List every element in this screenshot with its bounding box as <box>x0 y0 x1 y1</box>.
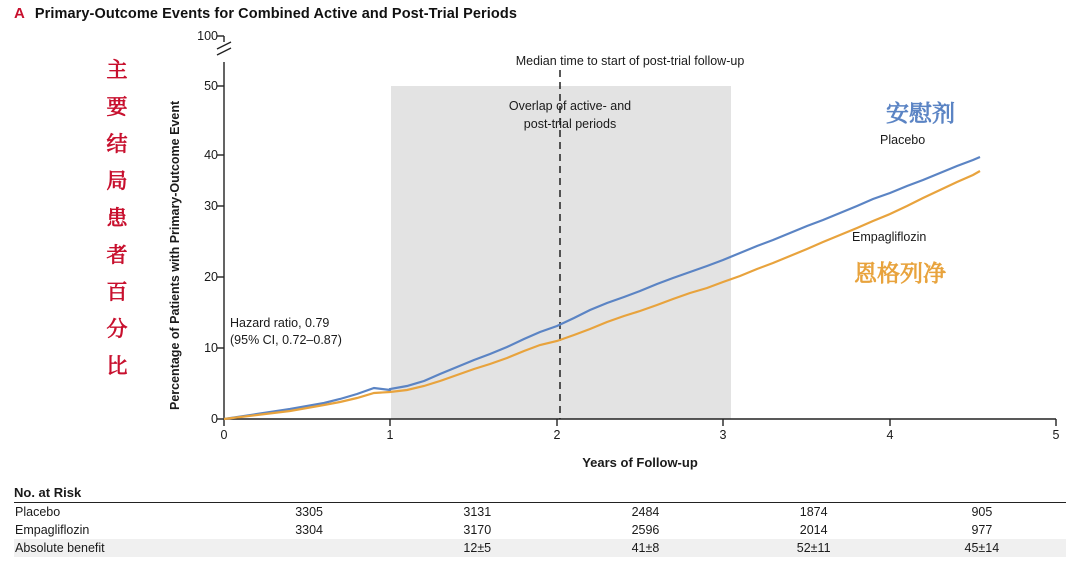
risk-table-grid <box>14 503 1066 557</box>
cn-caption-char: 者 <box>106 244 128 267</box>
risk-value: 905 <box>971 505 993 519</box>
series-label-placebo-chinese: 安慰剂 <box>886 100 955 126</box>
risk-value: 41±8 <box>631 541 660 555</box>
series-label-empagliflozin-chinese: 恩格列净 <box>854 260 946 286</box>
table-row <box>14 521 1066 539</box>
series-label-empagliflozin: Empagliflozin <box>852 230 927 244</box>
series-label-placebo: Placebo <box>880 133 926 147</box>
table-row <box>14 539 1066 557</box>
risk-value: 1874 <box>799 505 828 519</box>
x-tick-label: 3 <box>719 428 727 442</box>
x-tick-label: 1 <box>386 428 394 442</box>
risk-value: 3304 <box>295 523 323 537</box>
risk-value: 3170 <box>463 523 492 537</box>
x-tick-label: 0 <box>220 428 228 442</box>
x-tick-label: 5 <box>1052 428 1060 442</box>
y-tick-label: 100 <box>197 29 218 43</box>
risk-value <box>225 539 393 557</box>
y-axis-title: Percentage of Patients with Primary-Outcome Event <box>168 100 182 410</box>
cn-caption-char: 局 <box>106 170 128 193</box>
y-tick-label: 0 <box>211 412 218 426</box>
risk-table-title: No. at Risk <box>14 485 82 500</box>
cn-caption-char: 百 <box>106 281 128 304</box>
page-title: Primary-Outcome Events for Combined Active and Post-Trial Periods <box>34 6 518 22</box>
risk-value: 3305 <box>295 505 323 519</box>
x-tick-label: 2 <box>553 428 561 442</box>
row-label: Absolute benefit <box>15 541 105 555</box>
risk-value: 2484 <box>631 505 660 519</box>
table-row <box>14 503 1066 521</box>
risk-value: 3131 <box>463 505 492 519</box>
x-tick-label: 4 <box>886 428 894 442</box>
cn-caption-char: 要 <box>106 96 128 119</box>
hazard-ratio-value: Hazard ratio, 0.79 <box>230 316 330 330</box>
cn-caption-char: 结 <box>106 133 128 156</box>
annotation-overlap <box>440 97 700 133</box>
cn-caption-char: 比 <box>106 355 128 378</box>
no-at-risk-table <box>14 485 1066 557</box>
y-tick-label: 30 <box>204 199 218 213</box>
risk-value: 2014 <box>799 523 828 537</box>
annotation-overlap-line1: Overlap of active- and <box>508 99 632 113</box>
hazard-ratio-ci: (95% CI, 0.72–0.87) <box>230 333 342 347</box>
cn-caption-char: 分 <box>106 318 128 341</box>
annotation-hazard-ratio <box>230 315 420 349</box>
annotation-overlap-line2: post-trial periods <box>523 117 617 131</box>
risk-value: 977 <box>971 523 993 537</box>
overlap-shaded-region <box>391 86 731 419</box>
y-tick-label: 20 <box>204 270 218 284</box>
y-tick-label: 40 <box>204 148 218 162</box>
risk-value: 2596 <box>631 523 660 537</box>
axis-break-mark <box>217 42 231 49</box>
annotation-median-time: Median time to start of post-trial follow-up <box>515 54 745 68</box>
row-label: Placebo <box>15 505 61 519</box>
cn-caption-char: 主 <box>106 59 128 82</box>
y-tick-label: 50 <box>204 79 218 93</box>
y-tick-label: 10 <box>204 341 218 355</box>
row-label: Empagliflozin <box>15 523 90 537</box>
x-axis-title: Years of Follow-up <box>582 455 698 470</box>
risk-value: 45±14 <box>964 541 1000 555</box>
cn-caption-char: 患 <box>106 207 128 230</box>
risk-value: 12±5 <box>463 541 492 555</box>
risk-value: 52±11 <box>796 541 831 555</box>
axis-break-mark <box>217 48 231 55</box>
panel-letter: A <box>14 5 25 22</box>
